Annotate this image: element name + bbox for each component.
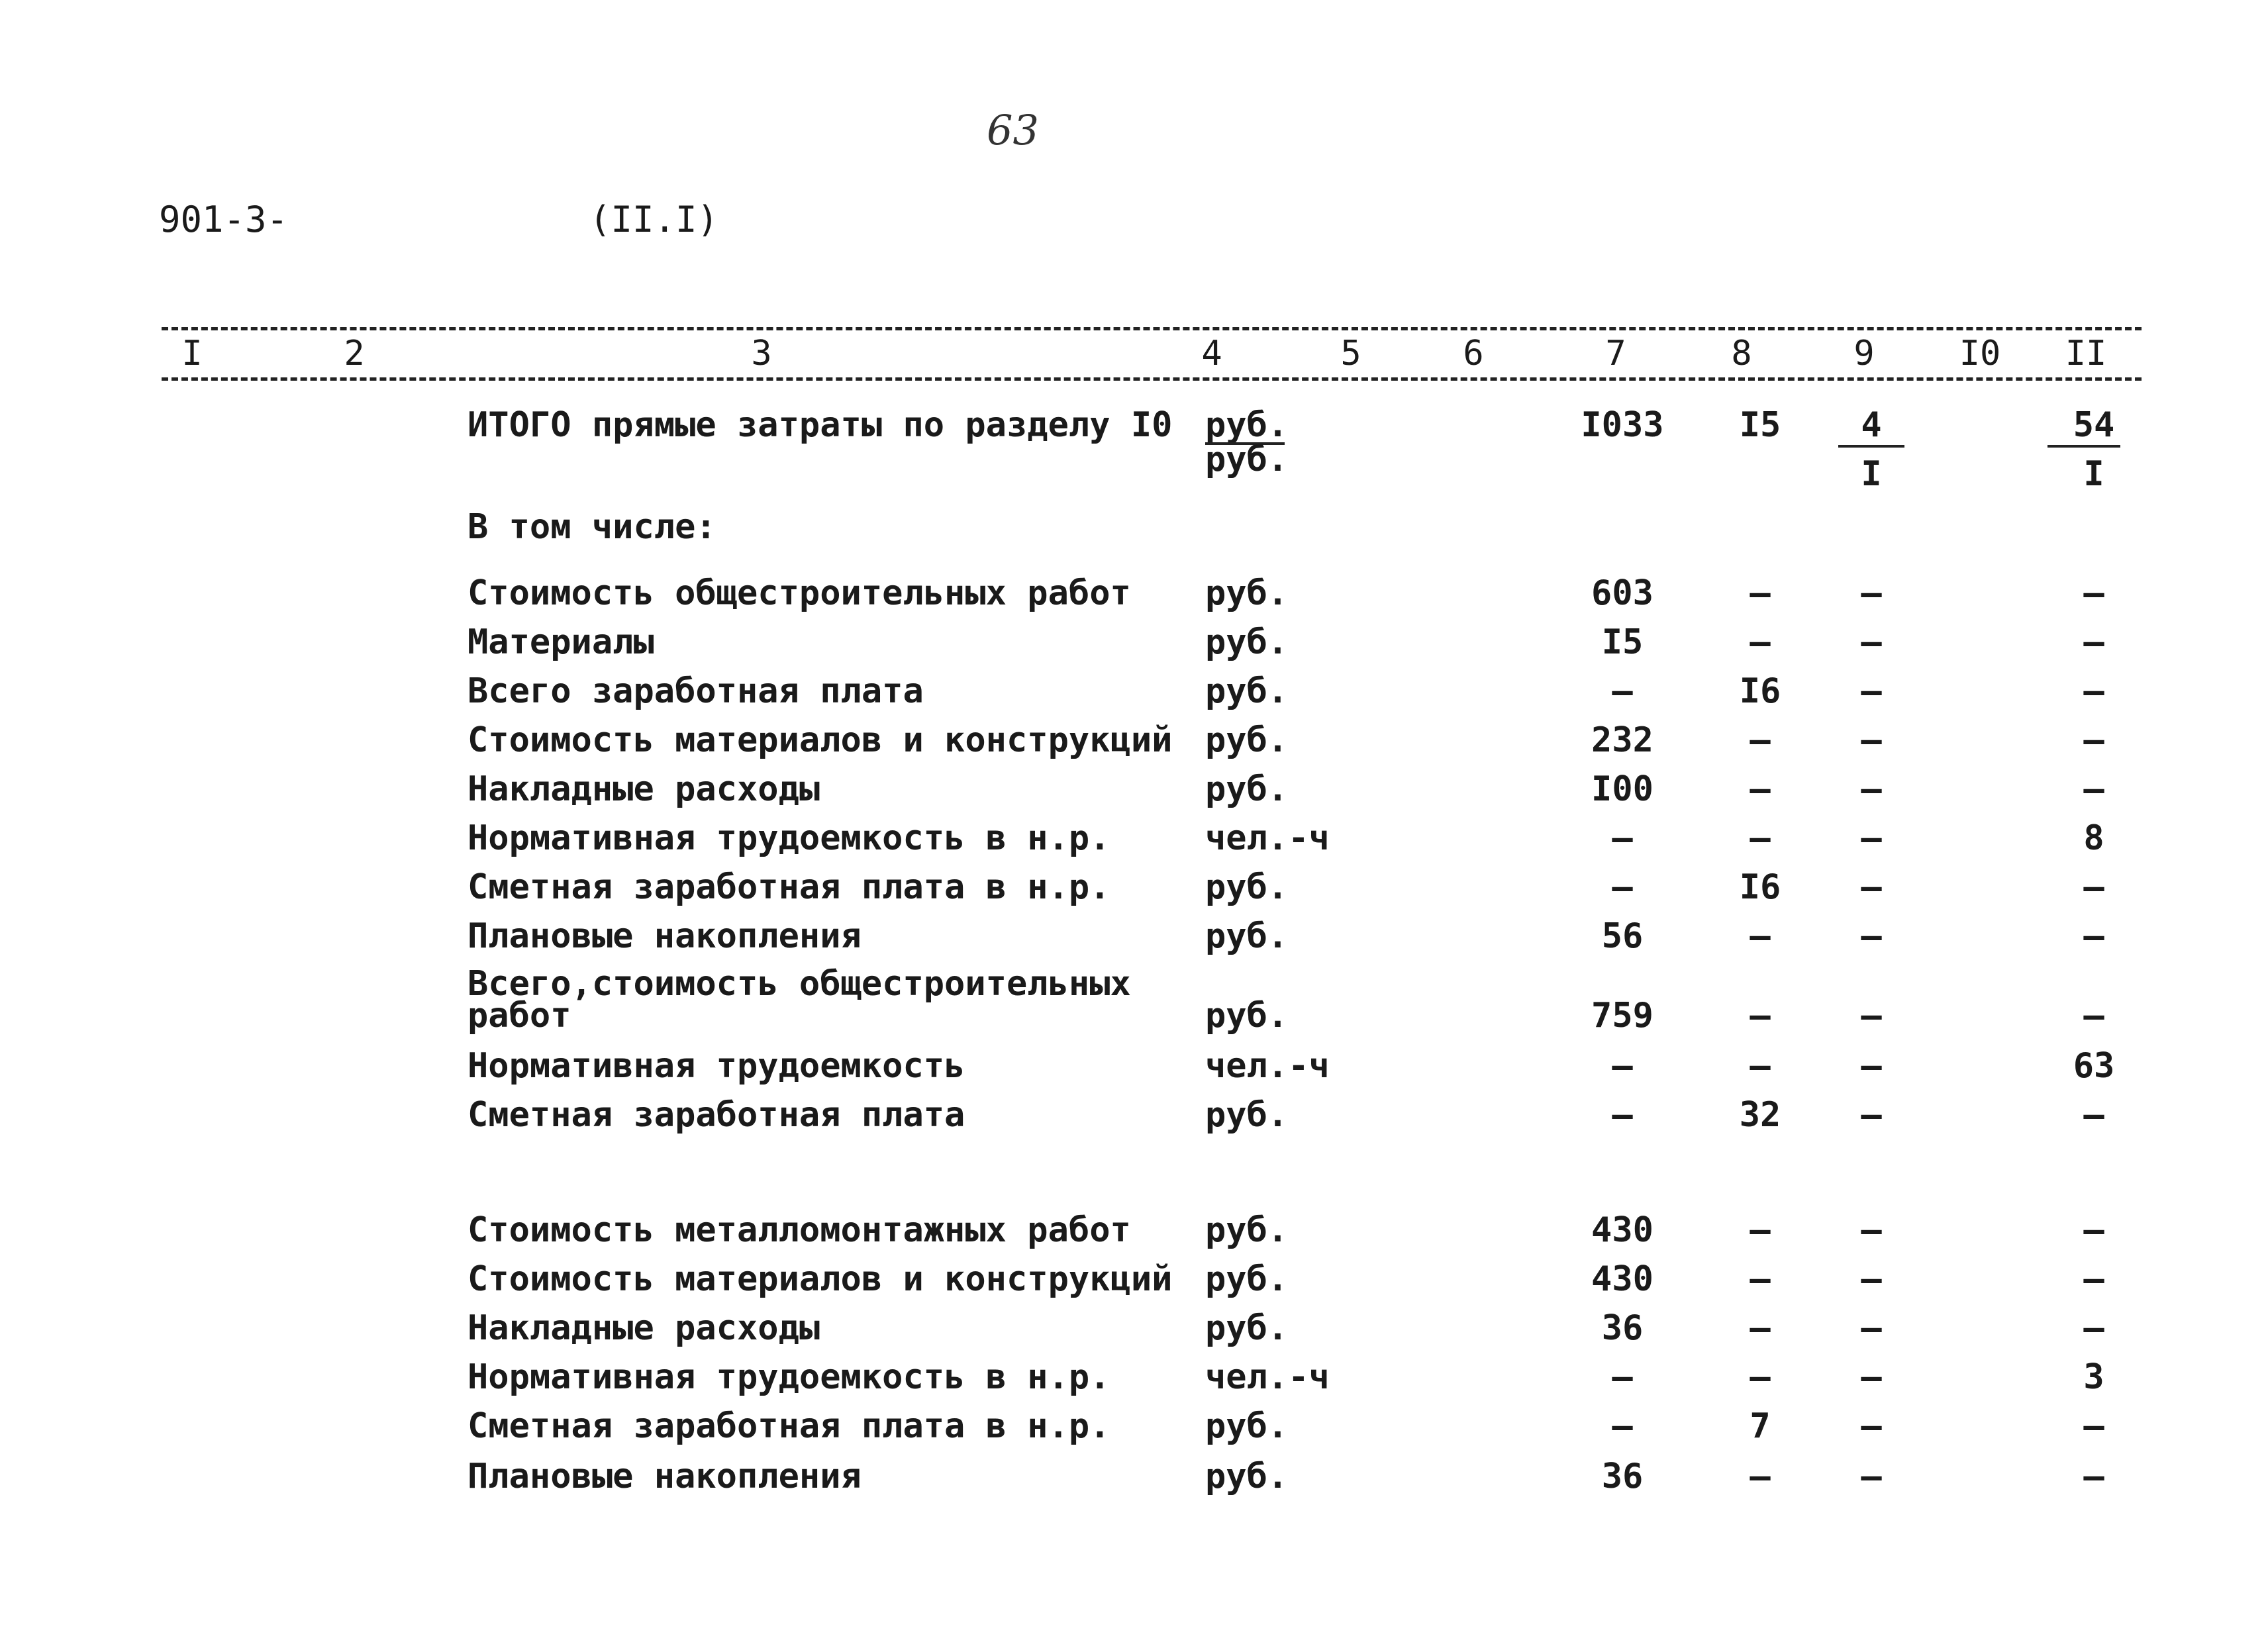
row-label: Материалы	[468, 622, 654, 662]
row-label-line-1: Всего,стоимость общестроительных	[468, 964, 1131, 1004]
row-col7: 36	[1601, 1308, 1644, 1348]
row-col7: –	[1612, 1095, 1633, 1135]
row-col9: –	[1861, 1308, 1882, 1348]
row-col7: –	[1612, 1357, 1633, 1397]
row-col7: I00	[1591, 769, 1653, 809]
row-col11: –	[2083, 671, 2104, 711]
row-unit: руб.	[1205, 720, 1289, 760]
column-number-8: 8	[1731, 334, 1752, 373]
total-col11-bottom: I	[2083, 454, 2104, 494]
row-label: Стоимость металломонтажных работ	[468, 1210, 1131, 1250]
row-unit: руб.	[1205, 671, 1289, 711]
row-col9: –	[1861, 1210, 1882, 1250]
total-col9-fraction-line	[1838, 445, 1904, 448]
row-unit: руб.	[1205, 622, 1289, 662]
row-label: Накладные расходы	[468, 769, 820, 809]
row-col11: 3	[2083, 1357, 2104, 1397]
row-col9: –	[1861, 867, 1882, 907]
row-col7: –	[1612, 671, 1633, 711]
row-col11: –	[2083, 1308, 2104, 1348]
row-col11: 8	[2083, 818, 2104, 858]
row-col9: –	[1861, 720, 1882, 760]
row-col7: 56	[1601, 916, 1644, 956]
total-col9-top: 4	[1861, 405, 1882, 445]
column-number-1: I	[181, 334, 203, 373]
column-number-3: 3	[751, 334, 772, 373]
page-number: 63	[987, 106, 1039, 154]
table-reference: (II.I)	[589, 199, 719, 240]
row-col11: –	[2083, 622, 2104, 662]
row-unit: руб.	[1205, 867, 1289, 907]
row-unit: руб.	[1205, 769, 1289, 809]
row-col7: I5	[1601, 622, 1644, 662]
row-col8: –	[1750, 916, 1771, 956]
row-col9: –	[1861, 1406, 1882, 1446]
row-col9: –	[1861, 818, 1882, 858]
row-col7: –	[1612, 1406, 1633, 1446]
row-col8: –	[1750, 769, 1771, 809]
row-col8: –	[1750, 573, 1771, 613]
row-col11: –	[2083, 916, 2104, 956]
row-col11: –	[2083, 720, 2104, 760]
column-number-7: 7	[1605, 334, 1626, 373]
row-col9: –	[1861, 1259, 1882, 1299]
row-col9: –	[1861, 769, 1882, 809]
row-label: Нормативная трудоемкость в н.р.	[468, 1357, 1110, 1397]
row-label: Стоимость материалов и конструкций	[468, 720, 1173, 760]
row-col11: –	[2083, 573, 2104, 613]
total-col11-top: 54	[2073, 405, 2115, 445]
row-col8: –	[1750, 1046, 1771, 1086]
row-col8: –	[1750, 1210, 1771, 1250]
row-col7: 430	[1591, 1210, 1653, 1250]
row-col11: –	[2083, 1457, 2104, 1496]
row-unit: чел.-ч	[1205, 1046, 1330, 1086]
row-col8: 7	[1750, 1406, 1771, 1446]
row-unit: руб.	[1205, 573, 1289, 613]
row-label: Стоимость общестроительных работ	[468, 573, 1131, 613]
row-col8: –	[1750, 996, 1771, 1036]
total-col8: I5	[1739, 405, 1781, 445]
row-unit: чел.-ч	[1205, 818, 1330, 858]
row-label: Нормативная трудоемкость в н.р.	[468, 818, 1110, 858]
column-number-5: 5	[1340, 334, 1361, 373]
row-col9: –	[1861, 1357, 1882, 1397]
row-col8: 32	[1739, 1095, 1781, 1135]
row-label: Всего заработная плата	[468, 671, 924, 711]
row-label: Сметная заработная плата в н.р.	[468, 867, 1110, 907]
row-unit: чел.-ч	[1205, 1357, 1330, 1397]
row-col7: –	[1612, 818, 1633, 858]
row-col9: –	[1861, 1046, 1882, 1086]
row-col7: 232	[1591, 720, 1653, 760]
column-number-4: 4	[1201, 334, 1222, 373]
total-col11-fraction-line	[2047, 445, 2120, 448]
row-col8: I6	[1739, 867, 1781, 907]
row-col7: 430	[1591, 1259, 1653, 1299]
row-col9: –	[1861, 916, 1882, 956]
row-col9: –	[1861, 622, 1882, 662]
row-unit: руб.	[1205, 1259, 1289, 1299]
row-unit: руб.	[1205, 1308, 1289, 1348]
row-unit: руб.	[1205, 1210, 1289, 1250]
row-col8: –	[1750, 622, 1771, 662]
row-col11: –	[2083, 769, 2104, 809]
column-number-10: I0	[1959, 334, 2001, 373]
row-col8: –	[1750, 818, 1771, 858]
total-label: ИТОГО прямые затраты по разделу I0	[468, 405, 1173, 445]
row-col11: –	[2083, 1095, 2104, 1135]
row-col8: –	[1750, 720, 1771, 760]
subheading: В том числе:	[468, 507, 716, 547]
row-label-line-2: работ	[468, 996, 571, 1036]
row-col8: –	[1750, 1308, 1771, 1348]
column-number-9: 9	[1853, 334, 1875, 373]
row-unit: руб.	[1205, 1457, 1289, 1496]
total-col7: I033	[1581, 405, 1664, 445]
row-col9: –	[1861, 1457, 1882, 1496]
row-col7: 759	[1591, 996, 1653, 1036]
row-unit: руб.	[1205, 1406, 1289, 1446]
row-col11: –	[2083, 867, 2104, 907]
total-col9-bottom: I	[1861, 454, 1882, 494]
row-col8: –	[1750, 1457, 1771, 1496]
row-label: Сметная заработная плата в н.р.	[468, 1406, 1110, 1446]
header-bottom-rule	[162, 377, 2142, 381]
row-col7: 603	[1591, 573, 1653, 613]
row-col9: –	[1861, 573, 1882, 613]
row-col11: –	[2083, 1210, 2104, 1250]
document-code: 901-3-	[159, 199, 289, 240]
row-label: Стоимость материалов и конструкций	[468, 1259, 1173, 1299]
row-col11: –	[2083, 1259, 2104, 1299]
row-label: Накладные расходы	[468, 1308, 820, 1348]
row-label: Плановые накопления	[468, 1457, 862, 1496]
column-number-2: 2	[344, 334, 365, 373]
column-number-11: II	[2065, 334, 2107, 373]
total-unit-top: руб.	[1205, 405, 1289, 445]
row-label: Нормативная трудоемкость	[468, 1046, 965, 1086]
total-unit-bottom: руб.	[1205, 440, 1289, 479]
header-top-rule	[162, 327, 2142, 330]
row-col11: –	[2083, 1406, 2104, 1446]
row-unit: руб.	[1205, 916, 1289, 956]
row-col7: –	[1612, 1046, 1633, 1086]
row-label: Плановые накопления	[468, 916, 862, 956]
row-col9: –	[1861, 671, 1882, 711]
row-col8: –	[1750, 1357, 1771, 1397]
row-unit: руб.	[1205, 1095, 1289, 1135]
row-unit: руб.	[1205, 996, 1289, 1036]
row-col9: –	[1861, 1095, 1882, 1135]
row-col7: 36	[1601, 1457, 1644, 1496]
row-col11: 63	[2073, 1046, 2115, 1086]
row-col9: –	[1861, 996, 1882, 1036]
row-col11: –	[2083, 996, 2104, 1036]
row-col7: –	[1612, 867, 1633, 907]
row-col8: I6	[1739, 671, 1781, 711]
row-col8: –	[1750, 1259, 1771, 1299]
row-label: Сметная заработная плата	[468, 1095, 965, 1135]
column-number-6: 6	[1463, 334, 1484, 373]
